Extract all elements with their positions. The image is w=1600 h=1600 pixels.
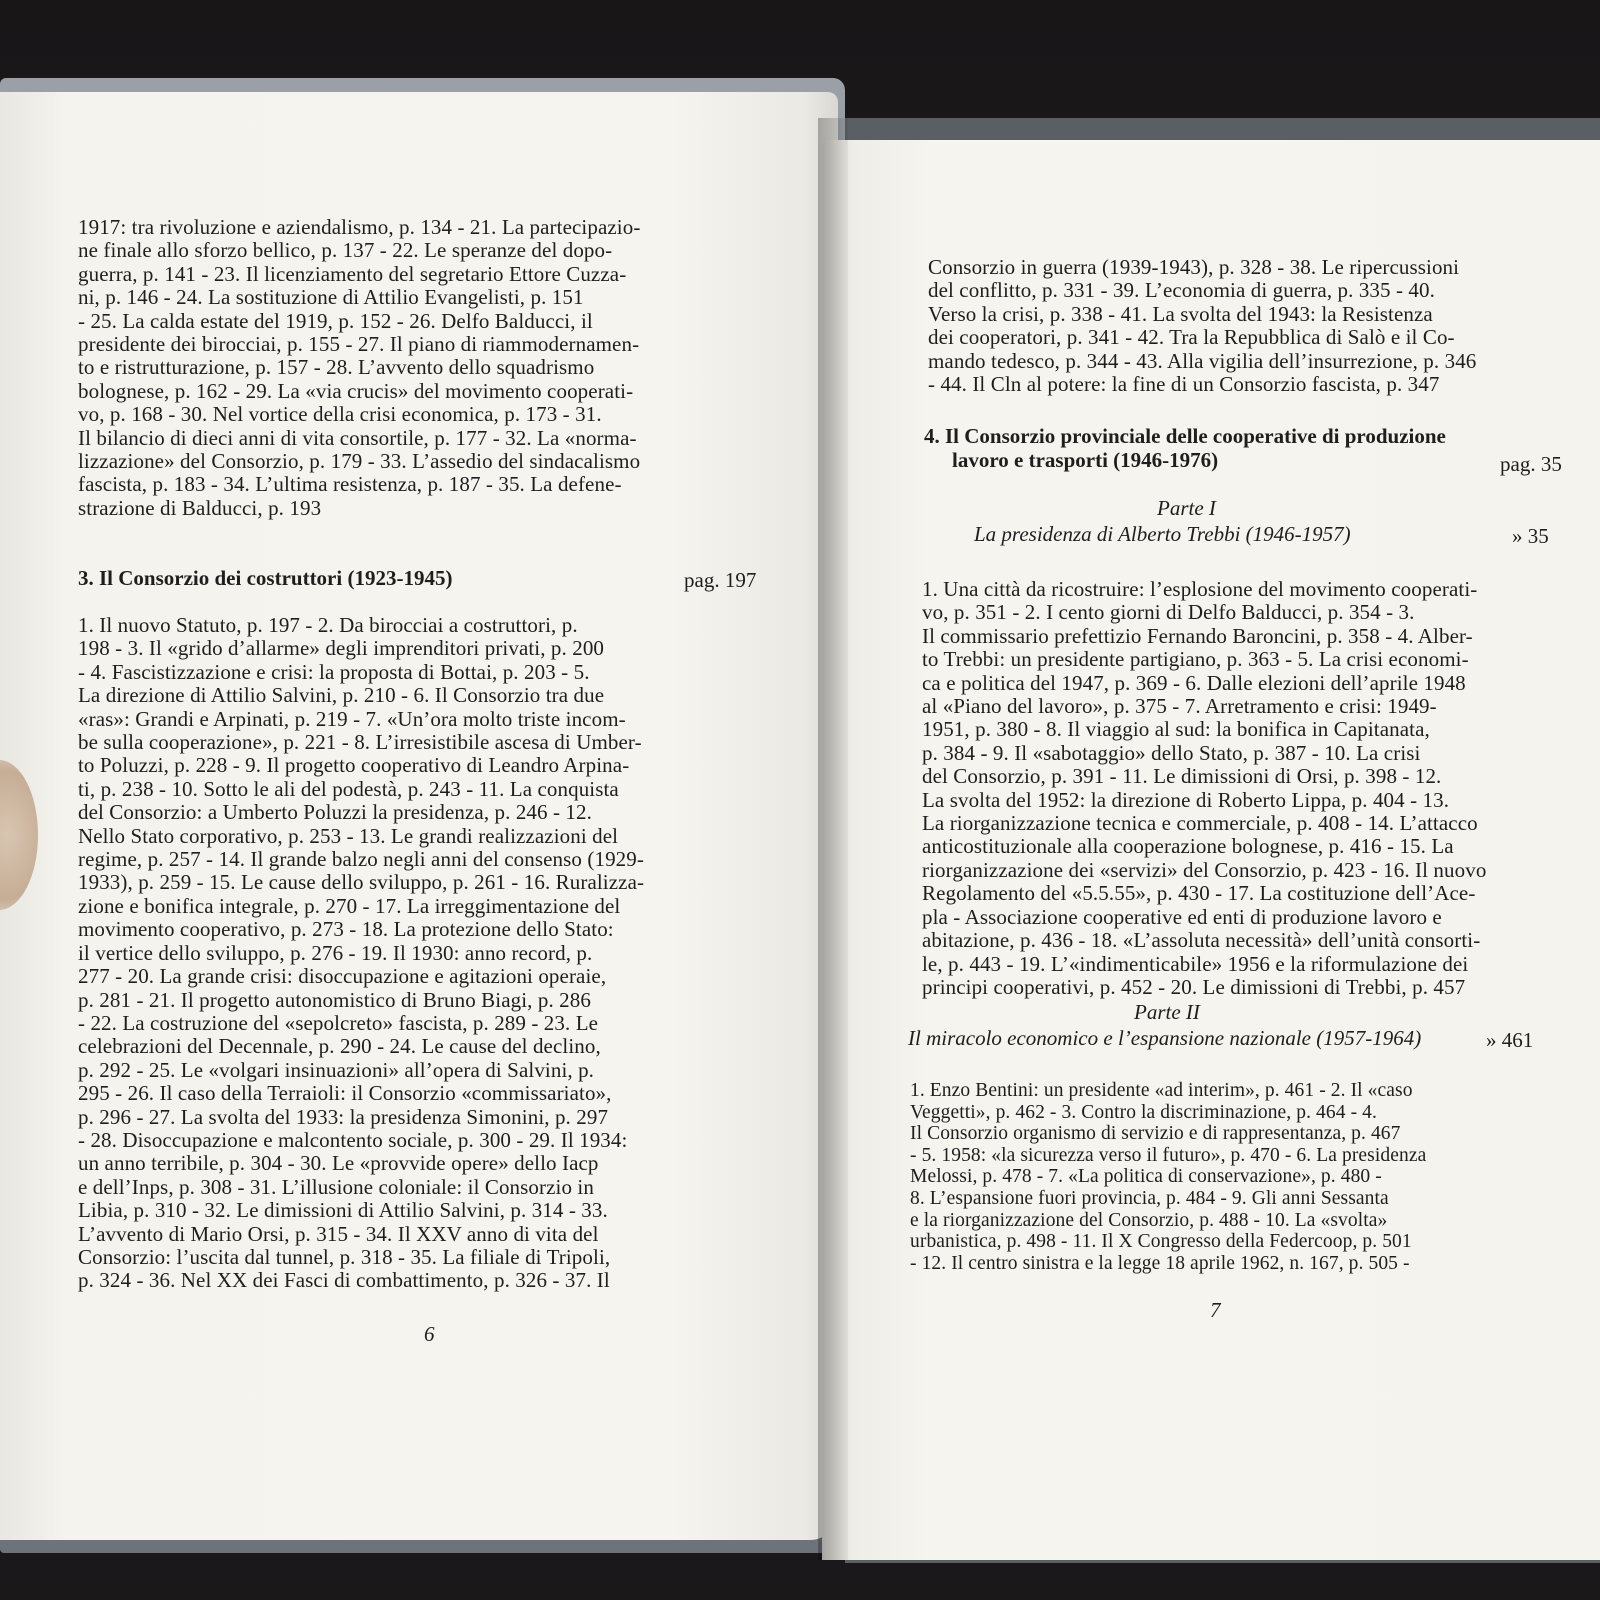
text-line: La riorganizzazione tecnica e commerciale, p. 408 - 14. L’attacco	[922, 811, 1478, 836]
section3-page-ref: pag. 197	[684, 568, 757, 592]
text-line: - 25. La calda estate del 1919, p. 152 - 26. Delfo Balducci, il	[78, 308, 593, 333]
part1-page-ref: » 35	[1512, 524, 1549, 548]
text-line: del conflitto, p. 331 - 39. L’economia di guerra, p. 335 - 40.	[928, 278, 1435, 303]
text-line: guerra, p. 141 - 23. Il licenziamento del segretario Ettore Cuzza-	[78, 261, 627, 286]
text-line: ca e politica del 1947, p. 369 - 6. Dalle elezioni dell’aprile 1948	[922, 670, 1466, 695]
part1-entries	[922, 577, 1487, 999]
right-intro-text	[928, 256, 1484, 396]
text-line: - 12. Il centro sinistra e la legge 18 aprile 1962, n. 167, p. 505 -	[910, 1252, 1410, 1274]
text-line: 295 - 26. Il caso della Terraioli: il Consorzio «commissariato»,	[78, 1081, 612, 1106]
text-line: - 5. 1958: «la sicurezza verso il futuro», p. 470 - 6. La presidenza	[910, 1144, 1427, 1166]
text-line: Verso la crisi, p. 338 - 41. La svolta del 1943: la Resistenza	[928, 301, 1433, 326]
text-line: il vertice dello sviluppo, p. 276 - 19. Il 1930: anno record, p.	[78, 940, 593, 965]
text-line: del Consorzio, p. 391 - 11. Le dimissioni di Orsi, p. 398 - 12.	[922, 764, 1442, 789]
section4-page-ref: pag. 35	[1500, 452, 1562, 476]
text-line: lizzazione» del Consorzio, p. 179 - 33. L’assedio del sindacalismo	[78, 449, 641, 474]
part1-title: Parte I	[1157, 496, 1216, 520]
text-line: movimento cooperativo, p. 273 - 18. La protezione dello Stato:	[78, 917, 614, 942]
text-line: 1933), p. 259 - 15. Le cause dello sviluppo, p. 261 - 16. Ruralizza-	[78, 870, 645, 895]
text-line: regime, p. 257 - 14. Il grande balzo negli anni del consenso (1929-	[78, 847, 644, 872]
page-number-left: 6	[424, 1322, 435, 1346]
text-line: ni, p. 146 - 24. La sostituzione di Attilio Evangelisti, p. 151	[78, 285, 584, 310]
text-line: ti, p. 238 - 10. Sotto le ali del podestà, p. 243 - 11. La conquista	[78, 776, 619, 801]
text-line: La svolta del 1952: la direzione di Roberto Lippa, p. 404 - 13.	[922, 787, 1450, 812]
text-line: principi cooperativi, p. 452 - 20. Le dimissioni di Trebbi, p. 457	[922, 974, 1466, 999]
text-line: Nello Stato corporativo, p. 253 - 13. Le grandi realizzazioni del	[78, 823, 619, 848]
text-line: be sulla cooperazione», p. 221 - 8. L’irresistibile ascesa di Umber-	[78, 730, 642, 755]
text-line: al «Piano del lavoro», p. 375 - 7. Arretramento e crisi: 1949-	[922, 694, 1437, 719]
text-line: Regolamento del «5.5.55», p. 430 - 17. La costituzione dell’Ace-	[922, 881, 1476, 906]
text-line: del Consorzio: a Umberto Poluzzi la presidenza, p. 246 - 12.	[78, 800, 592, 825]
text-line: ne finale allo sforzo bellico, p. 137 - 22. Le speranze del dopo-	[78, 238, 613, 263]
part1-subtitle: La presidenza di Alberto Trebbi (1946-1957)	[974, 522, 1351, 546]
text-line: Veggetti», p. 462 - 3. Contro la discriminazione, p. 464 - 4.	[910, 1101, 1377, 1123]
text-line: dei cooperatori, p. 341 - 42. Tra la Repubblica di Salò e il Co-	[928, 325, 1455, 350]
part2-title: Parte II	[1134, 1000, 1200, 1024]
page-number-right: 7	[1210, 1298, 1221, 1322]
text-line: - 22. La costruzione del «sepolcreto» fascista, p. 289 - 23. Le	[78, 1010, 599, 1035]
part2-page-ref: » 461	[1486, 1028, 1534, 1052]
section3-heading: 3. Il Consorzio dei costruttori (1923-1945)	[78, 566, 453, 590]
text-line: p. 292 - 25. Le «volgari insinuazioni» all’opera di Salvini, p.	[78, 1057, 595, 1082]
text-line: Melossi, p. 478 - 7. «La politica di conservazione», p. 480 -	[910, 1166, 1382, 1188]
text-line: vo, p. 351 - 2. I cento giorni di Delfo Balducci, p. 354 - 3.	[922, 600, 1415, 625]
text-line: celebrazioni del Decennale, p. 290 - 24. Le cause del declino,	[78, 1034, 601, 1059]
text-line: - 28. Disoccupazione e malcontento sociale, p. 300 - 29. Il 1934:	[78, 1127, 628, 1152]
text-line: 1. Una città da ricostruire: l’esplosione del movimento cooperati-	[922, 577, 1478, 601]
text-line: urbanistica, p. 498 - 11. Il X Congresso della Federcoop, p. 501	[910, 1231, 1412, 1253]
text-line: presidente dei birocciai, p. 155 - 27. Il piano di riammodernamen-	[78, 332, 640, 357]
text-line: Libia, p. 310 - 32. Le dimissioni di Attilio Salvini, p. 314 - 33.	[78, 1198, 608, 1223]
section4-heading-line2: lavoro e trasporti (1946-1976)	[952, 448, 1219, 472]
text-line: - 44. Il Cln al potere: la fine di un Consorzio fascista, p. 347	[928, 372, 1440, 397]
text-line: Consorzio in guerra (1939-1943), p. 328 - 38. Le ripercussioni	[928, 255, 1460, 279]
part2-entries	[910, 1080, 1450, 1274]
section4-heading-line1: 4. Il Consorzio provinciale delle cooperative di produzione	[924, 424, 1446, 448]
text-line: p. 281 - 21. Il progetto autonomistico di Bruno Biagi, p. 286	[78, 987, 591, 1012]
text-line: le, p. 443 - 19. L’«indimenticabile» 1956 e la riformulazione dei	[922, 951, 1469, 976]
text-line: e dell’Inps, p. 308 - 31. L’illusione coloniale: il Consorzio in	[78, 1174, 594, 1199]
text-line: mando tedesco, p. 344 - 43. Alla vigilia dell’insurrezione, p. 346	[928, 348, 1477, 373]
text-line: zione e bonifica integrale, p. 270 - 17. La irreggimentazione del	[78, 893, 621, 918]
text-line: Il bilancio di dieci anni di vita consortile, p. 177 - 32. La «norma-	[78, 425, 637, 450]
text-line: p. 296 - 27. La svolta del 1933: la presidenza Simonini, p. 297	[78, 1104, 609, 1129]
text-line: «ras»: Grandi e Arpinati, p. 219 - 7. «Un’ora molto triste incom-	[78, 706, 626, 731]
text-line: abitazione, p. 436 - 18. «L’assoluta necessità» dell’unità consorti-	[922, 928, 1481, 953]
text-line: 8. L’espansione fuori provincia, p. 484 - 9. Gli anni Sessanta	[910, 1187, 1389, 1209]
right-page	[822, 140, 1600, 1560]
text-line: 1917: tra rivoluzione e aziendalismo, p. 134 - 21. La partecipazio-	[78, 215, 641, 239]
text-line: bolognese, p. 162 - 29. La «via crucis» del movimento cooperati-	[78, 378, 634, 403]
text-line: e la riorganizzazione del Consorzio, p. 488 - 10. La «svolta»	[910, 1209, 1388, 1231]
text-line: Il Consorzio organismo di servizio e di rappresentanza, p. 467	[910, 1123, 1401, 1145]
text-line: p. 384 - 9. Il «sabotaggio» dello Stato, p. 387 - 10. La crisi	[922, 740, 1421, 765]
text-line: Consorzio: l’uscita dal tunnel, p. 318 - 35. La filiale di Tripoli,	[78, 1244, 611, 1269]
text-line: vo, p. 168 - 30. Nel vortice della crisi economica, p. 173 - 31.	[78, 402, 602, 427]
text-line: 1. Enzo Bentini: un presidente «ad interim», p. 461 - 2. Il «caso	[910, 1080, 1413, 1101]
text-line: 1. Il nuovo Statuto, p. 197 - 2. Da birocciai a costruttori, p.	[78, 613, 578, 637]
text-line: L’avvento di Mario Orsi, p. 315 - 34. Il XXV anno di vita del	[78, 1221, 599, 1246]
section3-entries	[78, 614, 656, 1293]
text-line: to e ristrutturazione, p. 157 - 28. L’avvento dello squadrismo	[78, 355, 595, 380]
text-line: 1951, p. 380 - 8. Il viaggio al sud: la bonifica in Capitanata,	[922, 717, 1430, 742]
text-line: 277 - 20. La grande crisi: disoccupazione e agitazioni operaie,	[78, 964, 607, 989]
text-line: 198 - 3. Il «grido d’allarme» degli imprenditori privati, p. 200	[78, 636, 605, 661]
book-gutter-shadow	[818, 118, 848, 1560]
text-line: La direzione di Attilio Salvini, p. 210 - 6. Il Consorzio tra due	[78, 683, 605, 708]
text-line: pla - Associazione cooperative ed enti di produzione lavoro e	[922, 904, 1442, 929]
text-line: to Poluzzi, p. 228 - 9. Il progetto cooperativo di Leandro Arpina-	[78, 753, 630, 778]
text-line: fascista, p. 183 - 34. L’ultima resistenza, p. 187 - 35. La defene-	[78, 472, 622, 497]
part2-subtitle: Il miracolo economico e l’espansione nazionale (1957-1964)	[908, 1026, 1422, 1050]
text-line: anticostituzionale alla cooperazione bolognese, p. 416 - 15. La	[922, 834, 1454, 859]
text-line: riorganizzazione dei «servizi» del Consorzio, p. 423 - 16. Il nuovo	[922, 857, 1487, 882]
text-line: strazione di Balducci, p. 193	[78, 495, 322, 520]
left-page	[0, 92, 838, 1540]
text-line: to Trebbi: un presidente partigiano, p. 363 - 5. La crisi economi-	[922, 647, 1469, 672]
text-line: p. 324 - 36. Nel XX dei Fasci di combattimento, p. 326 - 37. Il	[78, 1268, 610, 1293]
text-line: - 4. Fascistizzazione e crisi: la proposta di Bottai, p. 203 - 5.	[78, 659, 590, 684]
text-line: Il commissario prefettizio Fernando Baroncini, p. 358 - 4. Alber-	[922, 623, 1473, 648]
text-line: un anno terribile, p. 304 - 30. Le «provvide opere» dello Iacp	[78, 1151, 599, 1176]
left-intro-text	[78, 216, 656, 520]
